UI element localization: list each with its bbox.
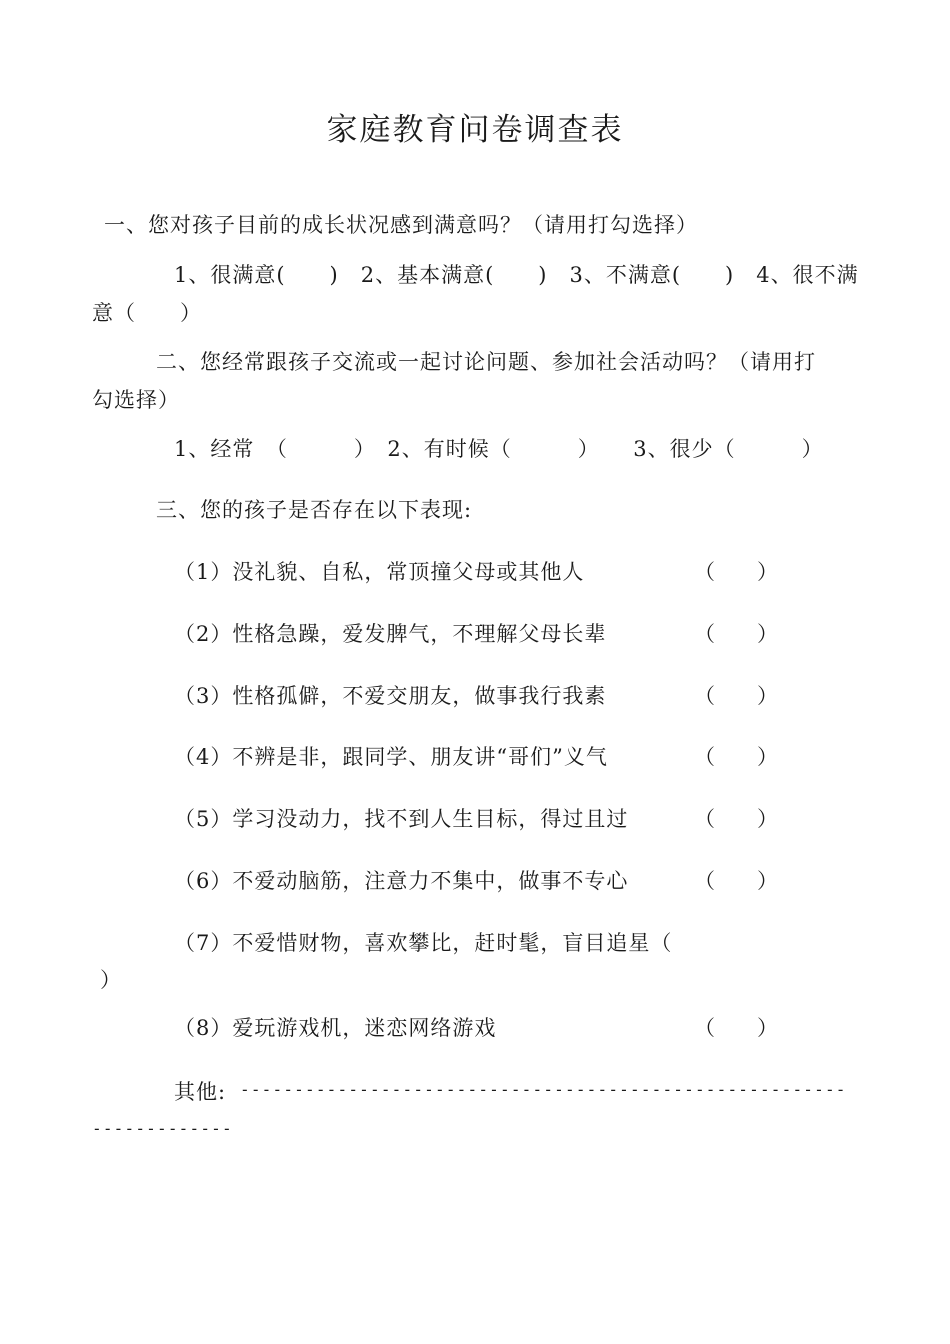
q3-item-text: （8）爱玩游戏机，迷恋网络游戏 bbox=[174, 1016, 497, 1040]
q3-question: 三、您的孩子是否存在以下表现: bbox=[156, 498, 473, 522]
q2-question-line2: 勾选择） bbox=[92, 388, 180, 412]
q3-item-blank: （ ） bbox=[694, 869, 778, 893]
q1-question: 一、您对孩子目前的成长状况感到满意吗？（请用打勾选择） bbox=[104, 213, 698, 237]
q3-item-text: （5）学习没动力，找不到人生目标，得过且过 bbox=[174, 807, 629, 831]
q3-item-text: （3）性格孤僻，不爱交朋友，做事我行我素 bbox=[174, 684, 607, 708]
q3-item-text: （1）没礼貌、自私，常顶撞父母或其他人 bbox=[174, 560, 585, 584]
other-fill-line-1: -------------------------------------------------------- bbox=[240, 1080, 847, 1099]
q3-item-blank: （ ） bbox=[694, 560, 778, 584]
other-label: 其他: bbox=[174, 1080, 227, 1104]
q3-item-blank: （ ） bbox=[694, 684, 778, 708]
q3-item-blank: （ ） bbox=[694, 745, 778, 769]
q3-item-text: （4）不辨是非，跟同学、朋友讲“哥们”义气 bbox=[174, 745, 608, 769]
q3-item7-continuation: ） bbox=[100, 968, 121, 992]
q1-options-line1: 1、很满意( ) 2、基本满意( ) 3、不满意( ) 4、很不满 bbox=[174, 263, 859, 287]
q3-item-text: （7）不爱惜财物，喜欢攀比，赶时髦，盲目追星（ bbox=[174, 931, 673, 955]
q1-options-line2: 意（ ） bbox=[92, 301, 202, 325]
q2-options: 1、经常 （ ） 2、有时候（ ） 3、很少（ ） bbox=[174, 437, 824, 461]
q3-item-blank: （ ） bbox=[694, 807, 778, 831]
q3-item-text: （6）不爱动脑筋，注意力不集中，做事不专心 bbox=[174, 869, 629, 893]
q2-question-line1: 二、您经常跟孩子交流或一起讨论问题、参加社会活动吗？（请用打 bbox=[156, 350, 816, 374]
q3-item-blank: （ ） bbox=[694, 622, 778, 646]
q3-item-text: （2）性格急躁，爱发脾气，不理解父母长辈 bbox=[174, 622, 607, 646]
q3-item-blank: （ ） bbox=[694, 1016, 778, 1040]
other-fill-line-2: ------------- bbox=[92, 1119, 233, 1138]
page-title: 家庭教育问卷调查表 bbox=[326, 112, 624, 148]
